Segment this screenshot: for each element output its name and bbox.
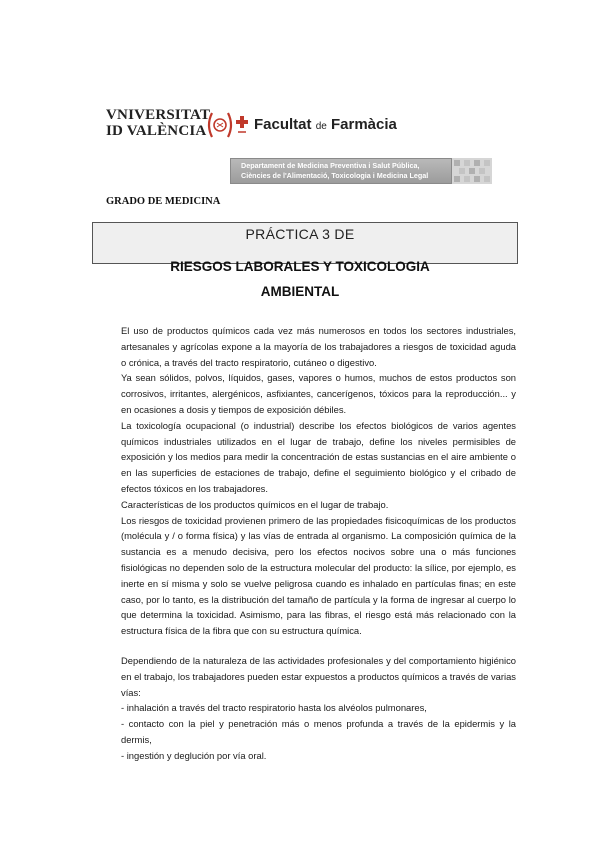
faculty-prefix: Facultat: [254, 116, 312, 133]
subject-title-line1: RIESGOS LABORALES Y TOXICOLOGIA: [170, 259, 430, 274]
banner-pattern-icon: [452, 158, 492, 184]
university-seal-icon: [204, 110, 250, 140]
department-line1: Departament de Medicina Preventiva i Salut Pública,: [241, 161, 420, 170]
list-item: - ingestión y deglución por vía oral.: [121, 749, 267, 761]
paragraph: Dependiendo de la naturaleza de las actividades profesionales y del comportamiento higiénico en el trabajo, los trabajadores pueden estar expuestos a productos químicos a través de varias vías:: [121, 654, 516, 698]
list-item: - inhalación a través del tracto respiratorio hasta los alvéolos pulmonares,: [121, 702, 427, 714]
university-name-line2: ID VALÈNCIA: [106, 123, 207, 139]
subject-title-line2: AMBIENTAL: [260, 284, 340, 299]
university-name-line1: VNIVERSITAT: [106, 107, 211, 123]
department-banner: [230, 158, 452, 184]
degree-label: GRADO DE MEDICINA: [106, 196, 221, 207]
faculty-de: de: [315, 121, 327, 132]
practice-title: PRÁCTICA 3 DE: [245, 226, 355, 242]
paragraph: Los riesgos de toxicidad provienen primero de las propiedades fisicoquímicas de los productos (molécula y / o forma física) y las vías de entrada al organismo. La composición química de la sustancia es a menudo decisiva, pero los efectos nocivos sobre una o más funciones fisiológicas no dependen solo de la estructura molecular del producto: la sílice, por ejemplo, es inerte en sí misma y solo se vuelve peligrosa cuando es inhalado en partículas finas; en este caso, por lo tanto, es la distribución del tamaño de partícula y la forma de ingresar al cuerpo lo que determina la toxicidad. Asimismo, para las fibras, el riesgo está más relacionado con la estructura física de la fibra que con su estructura química.: [121, 514, 516, 637]
university-name: [106, 108, 210, 140]
paragraph: Ya sean sólidos, polvos, líquidos, gases, vapores o humos, muchos de estos productos son corrosivos, irritantes, alergénicos, asfixiantes, cancerígenos, tóxicos para la reproducción... y en ocasiones a dosis y tiempos de exposición débiles.: [121, 372, 516, 415]
department-text: [241, 161, 428, 181]
section-heading: Características de los productos químicos en el lugar de trabajo.: [121, 498, 389, 510]
faculty-title: Farmàcia: [330, 116, 397, 133]
document-body: [121, 323, 516, 764]
paragraph: La toxicología ocupacional (o industrial) describe los efectos biológicos de varios agentes químicos industriales utilizados en el lugar de trabajo, define los niveles permisibles de exposición y los medios para medir la concentración de estas sustancias en el aire ambiente o en las superficies de estaciones de trabajo, define el seguimiento biológico y el cribado de efectos tóxicos en los trabajadores.: [121, 419, 516, 494]
department-line2: Ciències de l'Alimentació, Toxicologia i Medicina Legal: [241, 171, 429, 180]
list-item: - contacto con la piel y penetración más o menos profunda a través de la epidermis y la dermis,: [121, 718, 516, 745]
paragraph: El uso de productos químicos cada vez más numerosos en todos los sectores industriales, artesanales y agrícolas expone a la mayoría de los trabajadores a riesgos de toxicidad aguda o crónica, a través del tracto respiratorio, cutáneo o digestivo.: [121, 325, 516, 368]
faculty-name: [254, 116, 397, 133]
